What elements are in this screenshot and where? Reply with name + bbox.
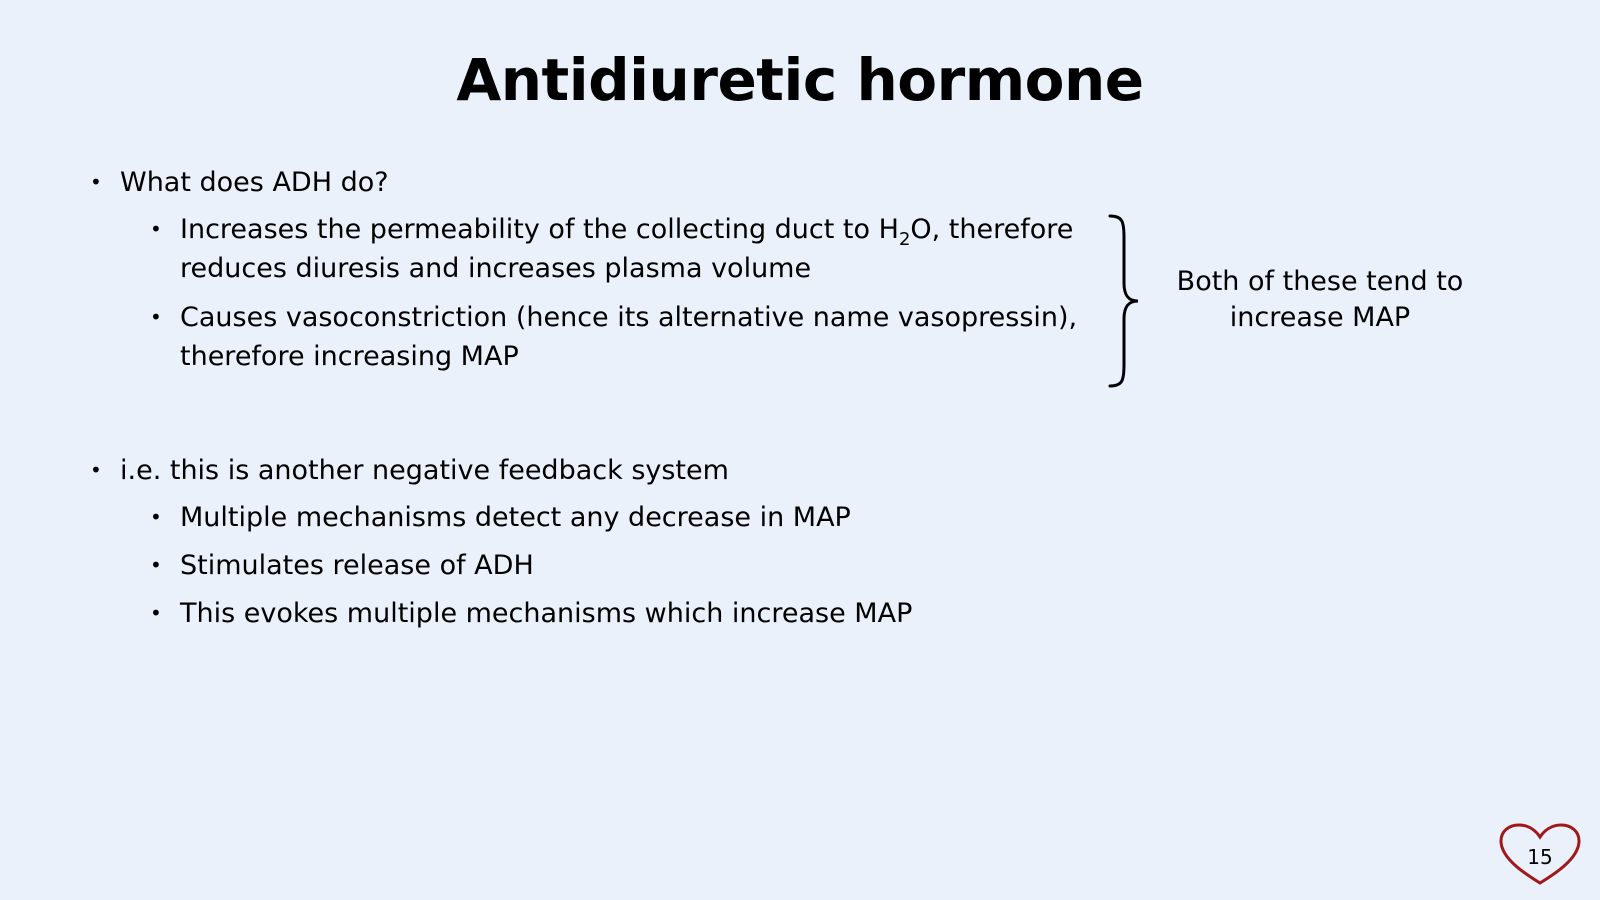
side-note-line: increase MAP [1229,302,1411,333]
sub-bullet-permeability [150,210,1074,288]
sub-bullet-vasoconstriction [150,298,1078,376]
bullet-dot: • [150,217,162,241]
sub-bullet-text: Increases the permeability of the collecting duct to H [180,214,899,245]
bullet-text: What does ADH do? [120,167,389,198]
sub-bullet-line: Causes vasoconstriction (hence its alternative name vasopressin), [180,302,1078,333]
page-number-badge [1497,821,1583,887]
bullet-dot: • [90,458,102,482]
bullet-dot: • [150,601,162,625]
sub-bullet-stimulates-adh [150,546,534,585]
bullet-negative-feedback [90,451,729,490]
side-note-line: Both of these tend to [1176,266,1464,297]
page-number: 15 [1527,845,1553,869]
sub-bullet-line [180,210,1073,249]
bullet-what-does-adh-do [90,163,389,202]
sub-bullet-line: therefore increasing MAP [180,341,519,372]
sub-bullet-line: reduces diuresis and increases plasma volume [180,253,812,284]
bullet-dot: • [150,553,162,577]
side-note [1160,264,1480,336]
bullet-text: i.e. this is another negative feedback system [120,455,729,486]
sub-bullet-text: Stimulates release of ADH [180,550,534,581]
curly-brace-icon [1106,213,1146,389]
sub-bullet-text: O, therefore [910,214,1074,245]
bullet-dot: • [150,505,162,529]
sub-bullet-detect-decrease [150,498,851,537]
sub-bullet-evokes-mechanisms [150,594,913,633]
slide-title: Antidiuretic hormone [456,46,1144,114]
sub-bullet-text: Multiple mechanisms detect any decrease in MAP [180,502,851,533]
bullet-dot: • [90,170,102,194]
subscript-2: 2 [898,229,911,250]
sub-bullet-text: This evokes multiple mechanisms which increase MAP [180,598,913,629]
bullet-dot: • [150,305,162,329]
